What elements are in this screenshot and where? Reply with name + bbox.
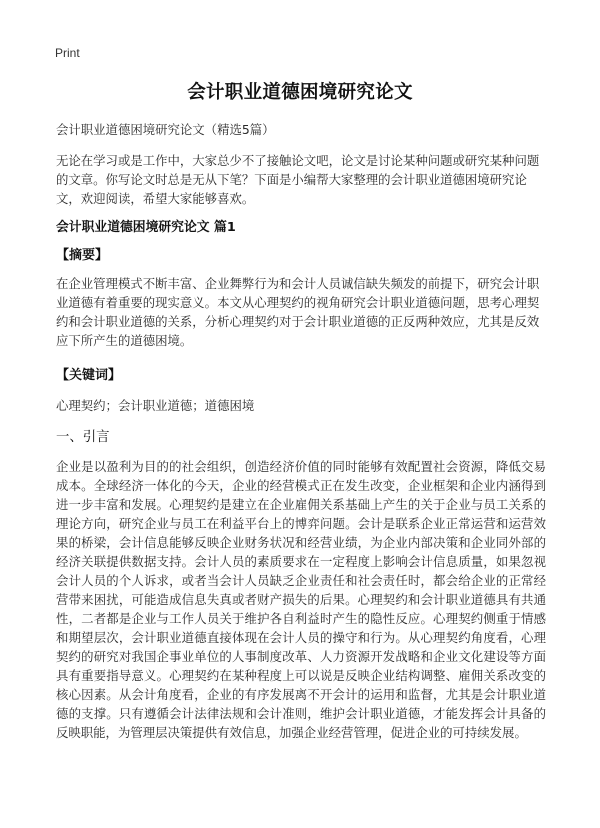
- intro-section-paragraph: 企业是以盈利为目的的社会组织，创造经济价值的同时能够有效配置社会资源，降低交易成本。全球经济一体化的今天，企业的经营模式正在发生改变，企业框架和企业内涵得到进一步丰富和发展。心理契约是建立在企业雇佣关系基础上产生的关于企业与员工关系的理论方向，研究企业与员工在利益平台上的博弈问题。会计是联系企业正常运营和运营效果的桥梁，会计信息能够反映企业财务状况和经营业绩，为企业内部决策和企业同外部的经济关联提供数据支持。会计人员的素质要求在一定程度上影响会计信息质量，如果忽视会计人员的个人诉求，或者当会计人员缺乏企业责任和社会责任时，都会给企业的正常经营带来困扰，可能造成信息失真或者财产损失的后果。心理契约和会计职业道德具有共通性，二者都是企业与工作人员关于维护各自利益时产生的隐性反应。心理契约侧重于情感和期望层次，会计职业道德直接体现在会计人员的操守和行为。从心理契约角度看，心理契约的研究对我国企事业单位的人事制度改革、人力资源开发战略和企业文化建设等方面具有重要指导意义。心理契约在某种程度上可以说是反映企业结构调整、雇佣关系改变的核心因素。从会计角度看，企业的有序发展离不开会计的运用和监督，尤其是会计职业道德的支撑。只有遵循会计法律法规和会计准则，维护会计职业道德，才能发挥会计具备的反映职能，为管理层决策提供有效信息，加强企业经营管理，促进企业的可持续发展。: [56, 459, 546, 740]
- document-title: 会计职业道德困境研究论文: [187, 82, 413, 103]
- keywords-heading: 【关键词】: [56, 368, 122, 383]
- keywords-paragraph: 心理契约；会计职业道德；道德困境: [56, 398, 255, 413]
- intro-section-heading: 一、引言: [56, 430, 110, 445]
- document-subtitle: 会计职业道德困境研究论文（精选5篇）: [56, 122, 275, 137]
- abstract-heading: 【摘要】: [56, 248, 109, 263]
- abstract-paragraph: 在企业管理模式不断丰富、企业舞弊行为和会计人员诚信缺失频发的前提下，研究会计职业道德有着重要的现实意义。本文从心理契约的视角研究会计职业道德问题，思考心理契约和会计职业道德的关系，分析心理契约对于会计职业道德的正反两种效应，尤其是反效应下所产生的道德困境。: [56, 276, 540, 348]
- intro-paragraph: 无论在学习或是工作中，大家总少不了接触论文吧，论文是讨论某种问题或研究某种问题的文章。你写论文时总是无从下笔？下面是小编帮大家整理的会计职业道德困境研究论文，欢迎阅读，希望大家能够喜欢。: [56, 153, 540, 206]
- print-link[interactable]: Print: [55, 46, 80, 60]
- section-title: 会计职业道德困境研究论文 篇1: [56, 220, 236, 235]
